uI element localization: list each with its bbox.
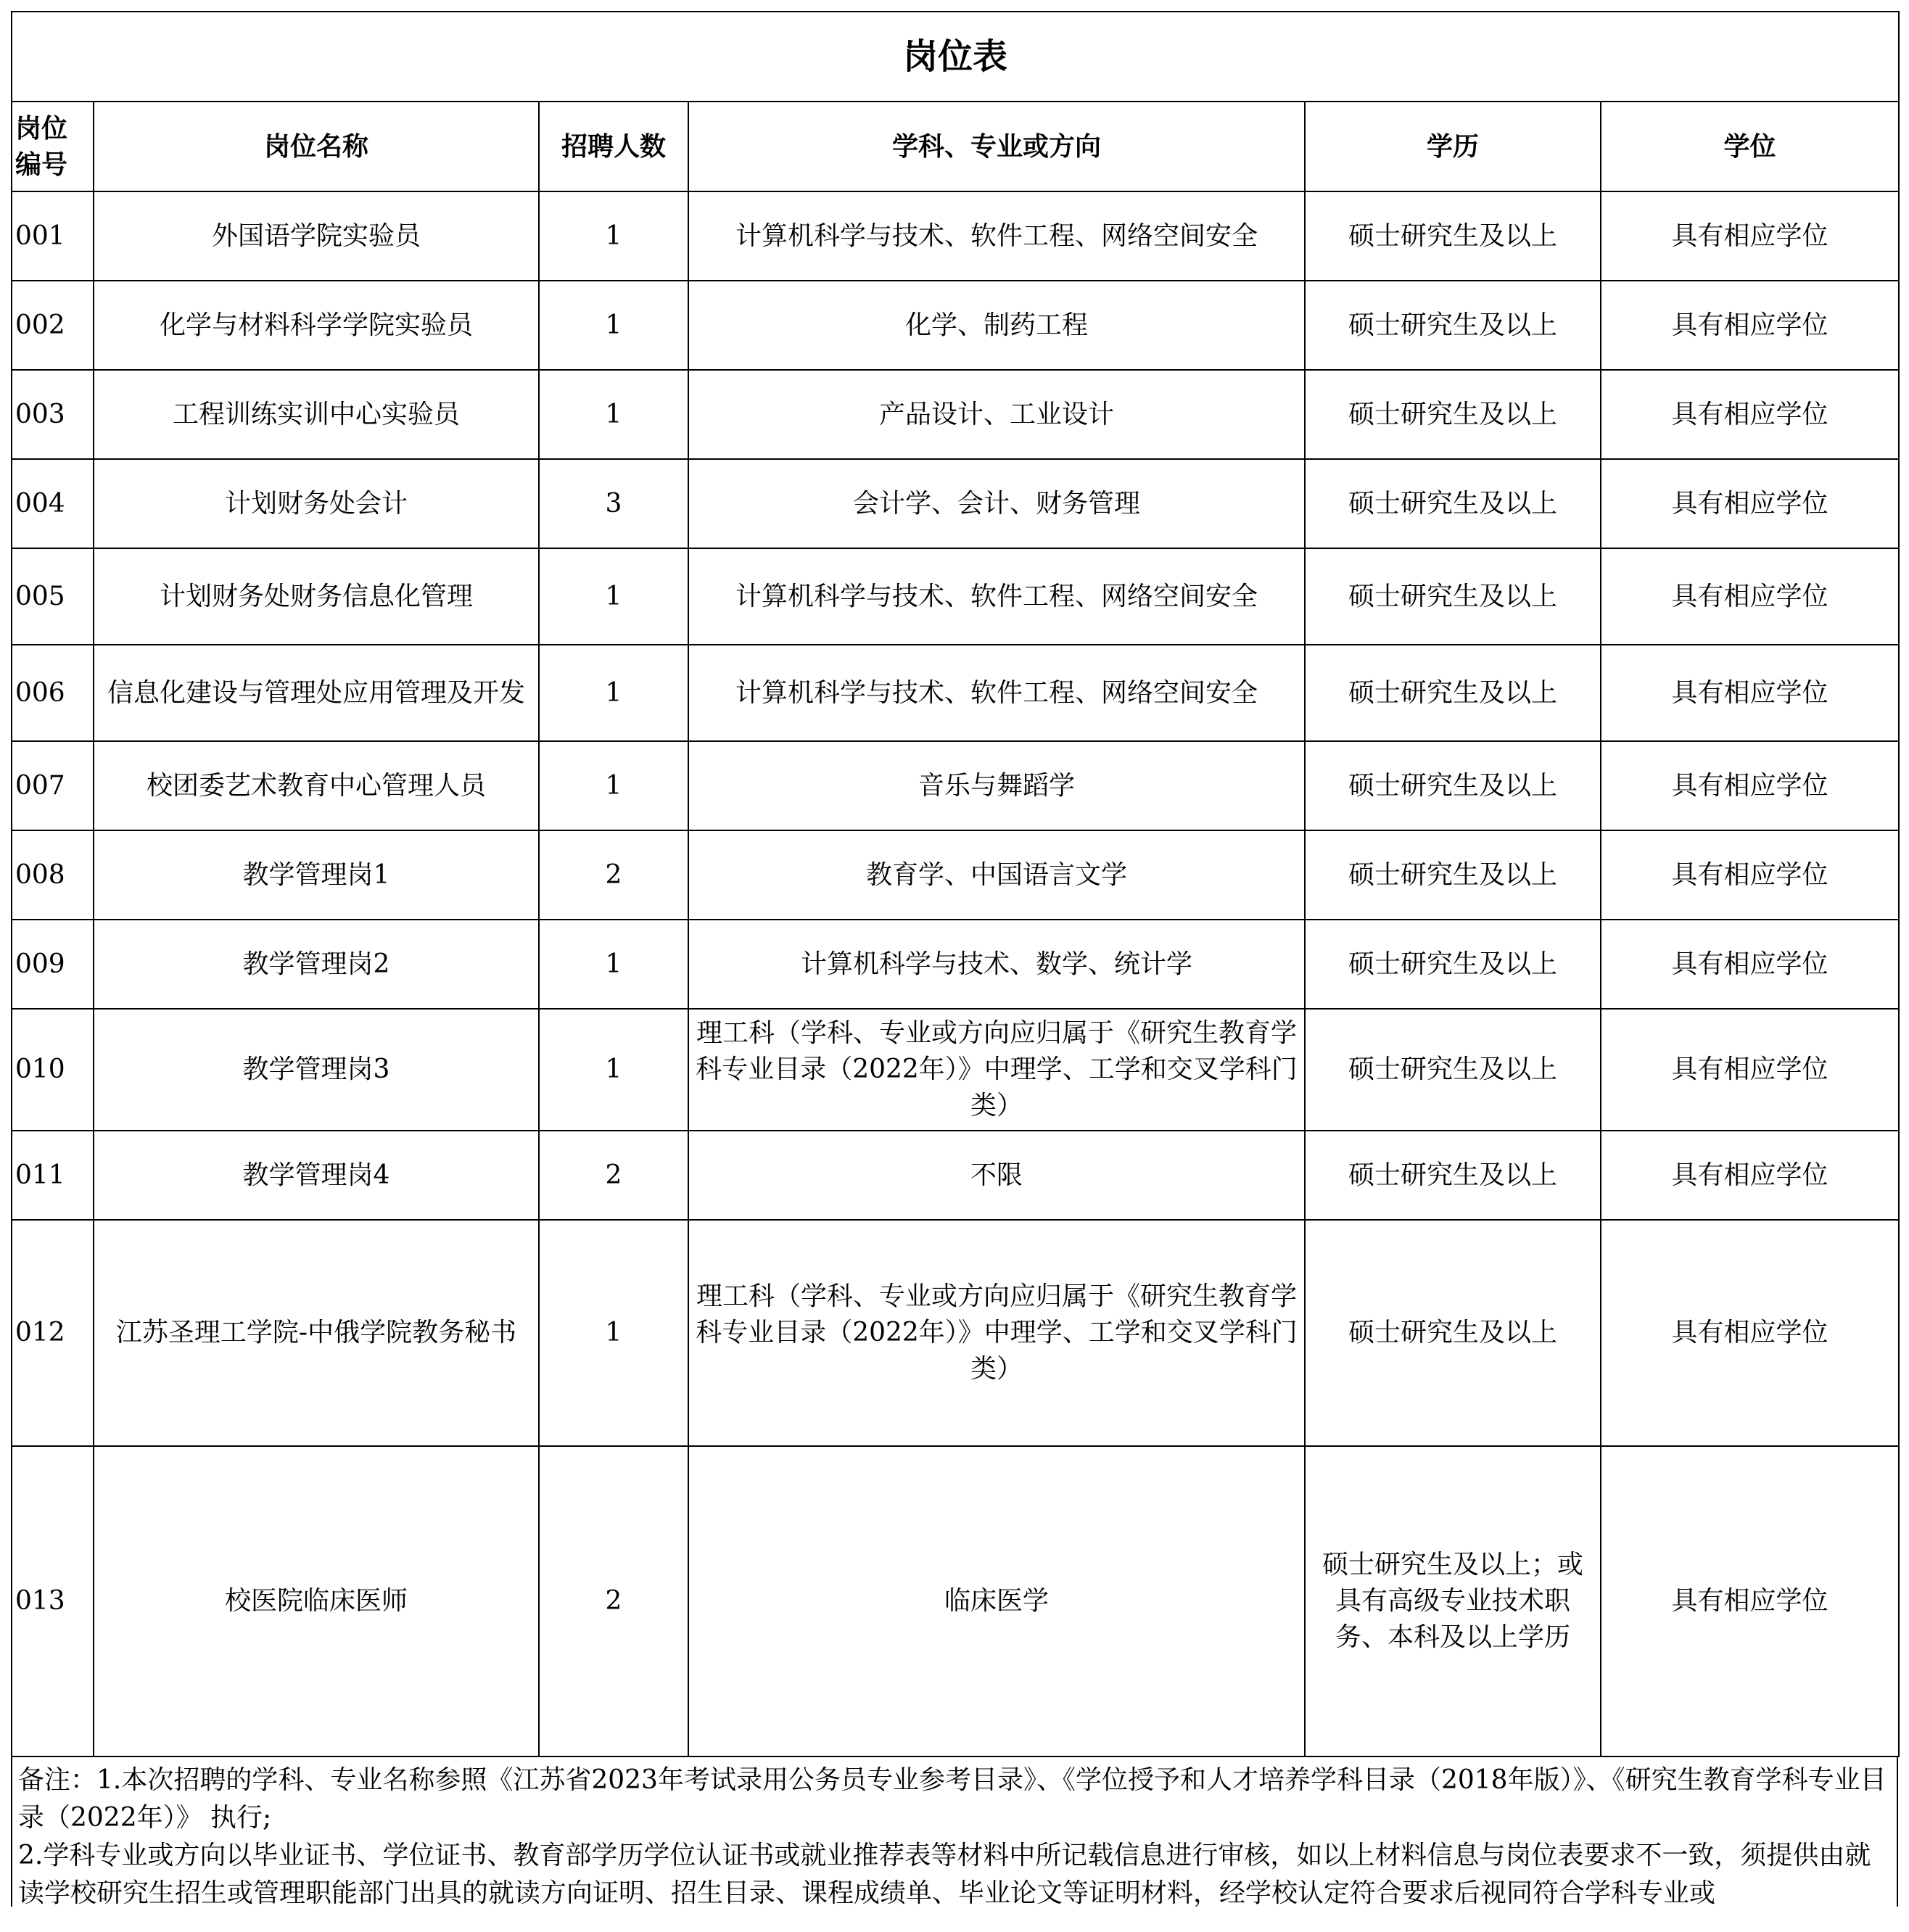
cell-id: 002	[12, 281, 94, 370]
table-row	[12, 281, 1899, 370]
table-row	[12, 1131, 1899, 1220]
cell-name: 教学管理岗1	[94, 830, 539, 920]
cell-degree: 具有相应学位	[1601, 741, 1899, 830]
cell-degree: 具有相应学位	[1601, 548, 1899, 645]
cell-name: 计划财务处财务信息化管理	[94, 548, 539, 645]
table-row	[12, 645, 1899, 741]
table-row	[12, 830, 1899, 920]
cell-education: 硕士研究生及以上	[1305, 920, 1601, 1009]
cell-major: 化学、制药工程	[688, 281, 1305, 370]
cell-education: 硕士研究生及以上	[1305, 645, 1601, 741]
table-row	[12, 191, 1899, 281]
cell-degree: 具有相应学位	[1601, 1220, 1899, 1446]
cell-count: 1	[539, 370, 688, 459]
header-name: 岗位名称	[94, 102, 539, 191]
table-row	[12, 741, 1899, 830]
job-table	[11, 11, 1900, 1757]
cell-count: 1	[539, 741, 688, 830]
cell-education: 硕士研究生及以上	[1305, 281, 1601, 370]
cell-education: 硕士研究生及以上	[1305, 191, 1601, 281]
cell-count: 1	[539, 281, 688, 370]
cell-major: 计算机科学与技术、软件工程、网络空间安全	[688, 548, 1305, 645]
cell-id: 001	[12, 191, 94, 281]
table-row	[12, 1446, 1899, 1756]
cell-id: 008	[12, 830, 94, 920]
cell-degree: 具有相应学位	[1601, 830, 1899, 920]
cell-degree: 具有相应学位	[1601, 370, 1899, 459]
cell-name: 江苏圣理工学院-中俄学院教务秘书	[94, 1220, 539, 1446]
table-row	[12, 1220, 1899, 1446]
cell-id: 012	[12, 1220, 94, 1446]
header-count: 招聘人数	[539, 102, 688, 191]
cell-major: 计算机科学与技术、软件工程、网络空间安全	[688, 645, 1305, 741]
cell-degree: 具有相应学位	[1601, 920, 1899, 1009]
cell-education: 硕士研究生及以上	[1305, 1220, 1601, 1446]
cell-id: 009	[12, 920, 94, 1009]
cell-degree: 具有相应学位	[1601, 281, 1899, 370]
cell-id: 004	[12, 459, 94, 548]
cell-degree: 具有相应学位	[1601, 191, 1899, 281]
cell-count: 2	[539, 830, 688, 920]
cell-degree: 具有相应学位	[1601, 645, 1899, 741]
cell-count: 1	[539, 191, 688, 281]
header-education: 学历	[1305, 102, 1601, 191]
cell-name: 校团委艺术教育中心管理人员	[94, 741, 539, 830]
table-row	[12, 1009, 1899, 1131]
cell-major: 不限	[688, 1131, 1305, 1220]
cell-degree: 具有相应学位	[1601, 1009, 1899, 1131]
cell-count: 1	[539, 1220, 688, 1446]
header-major: 学科、专业或方向	[688, 102, 1305, 191]
cell-major: 教育学、中国语言文学	[688, 830, 1305, 920]
cell-education: 硕士研究生及以上	[1305, 370, 1601, 459]
cell-education: 硕士研究生及以上	[1305, 741, 1601, 830]
cell-education: 硕士研究生及以上	[1305, 459, 1601, 548]
cell-education: 硕士研究生及以上	[1305, 1131, 1601, 1220]
cell-degree: 具有相应学位	[1601, 1131, 1899, 1220]
cell-count: 1	[539, 548, 688, 645]
cell-id: 010	[12, 1009, 94, 1131]
cell-name: 教学管理岗4	[94, 1131, 539, 1220]
cell-education: 硕士研究生及以上	[1305, 1009, 1601, 1131]
cell-degree: 具有相应学位	[1601, 459, 1899, 548]
cell-major: 计算机科学与技术、软件工程、网络空间安全	[688, 191, 1305, 281]
cell-name: 校医院临床医师	[94, 1446, 539, 1756]
cell-major: 计算机科学与技术、数学、统计学	[688, 920, 1305, 1009]
header-degree: 学位	[1601, 102, 1899, 191]
cell-major: 音乐与舞蹈学	[688, 741, 1305, 830]
cell-major: 会计学、会计、财务管理	[688, 459, 1305, 548]
cell-count: 1	[539, 1009, 688, 1131]
remark-line-1: 备注：1.本次招聘的学科、专业名称参照《江苏省2023年考试录用公务员专业参考目录》、《学位授予和人才培养学科目录（2018年版）》、《研究生教育学科专业目录（2022年）》 执行;	[18, 1765, 1887, 1833]
header-id: 岗位编号	[12, 102, 94, 191]
cell-degree: 具有相应学位	[1601, 1446, 1899, 1756]
cell-education: 硕士研究生及以上	[1305, 548, 1601, 645]
job-table-sheet	[11, 11, 1898, 1907]
cell-count: 3	[539, 459, 688, 548]
cell-id: 013	[12, 1446, 94, 1756]
cell-major: 理工科（学科、专业或方向应归属于《研究生教育学科专业目录（2022年）》中理学、工学和交叉学科门类）	[688, 1009, 1305, 1131]
cell-name: 外国语学院实验员	[94, 191, 539, 281]
cell-major: 临床医学	[688, 1446, 1305, 1756]
header-row	[12, 102, 1899, 191]
cell-name: 信息化建设与管理处应用管理及开发	[94, 645, 539, 741]
cell-count: 2	[539, 1446, 688, 1756]
cell-major: 产品设计、工业设计	[688, 370, 1305, 459]
cell-name: 化学与材料科学学院实验员	[94, 281, 539, 370]
cell-education: 硕士研究生及以上；或具有高级专业技术职务、本科及以上学历	[1305, 1446, 1601, 1756]
cell-id: 006	[12, 645, 94, 741]
cell-name: 教学管理岗3	[94, 1009, 539, 1131]
cell-id: 003	[12, 370, 94, 459]
table-row	[12, 459, 1899, 548]
cell-count: 1	[539, 920, 688, 1009]
cell-name: 工程训练实训中心实验员	[94, 370, 539, 459]
remarks	[11, 1757, 1898, 1907]
table-row	[12, 548, 1899, 645]
table-row	[12, 370, 1899, 459]
table-title: 岗位表	[12, 12, 1899, 102]
cell-education: 硕士研究生及以上	[1305, 830, 1601, 920]
cell-count: 2	[539, 1131, 688, 1220]
cell-name: 教学管理岗2	[94, 920, 539, 1009]
remark-line-2: 2.学科专业或方向以毕业证书、学位证书、教育部学历学位认证书或就业推荐表等材料中所记载信息进行审核，如以上材料信息与岗位表要求不一致，须提供由就读学校研究生招生或管理职能部门出具的就读方向证明、招生目录、课程成绩单、毕业论文等证明材料，经学校认定符合要求后视同符合学科专业或	[18, 1841, 1871, 1907]
cell-count: 1	[539, 645, 688, 741]
cell-id: 011	[12, 1131, 94, 1220]
table-row	[12, 920, 1899, 1009]
cell-id: 007	[12, 741, 94, 830]
cell-name: 计划财务处会计	[94, 459, 539, 548]
cell-major: 理工科（学科、专业或方向应归属于《研究生教育学科专业目录（2022年）》中理学、工学和交叉学科门类）	[688, 1220, 1305, 1446]
cell-id: 005	[12, 548, 94, 645]
